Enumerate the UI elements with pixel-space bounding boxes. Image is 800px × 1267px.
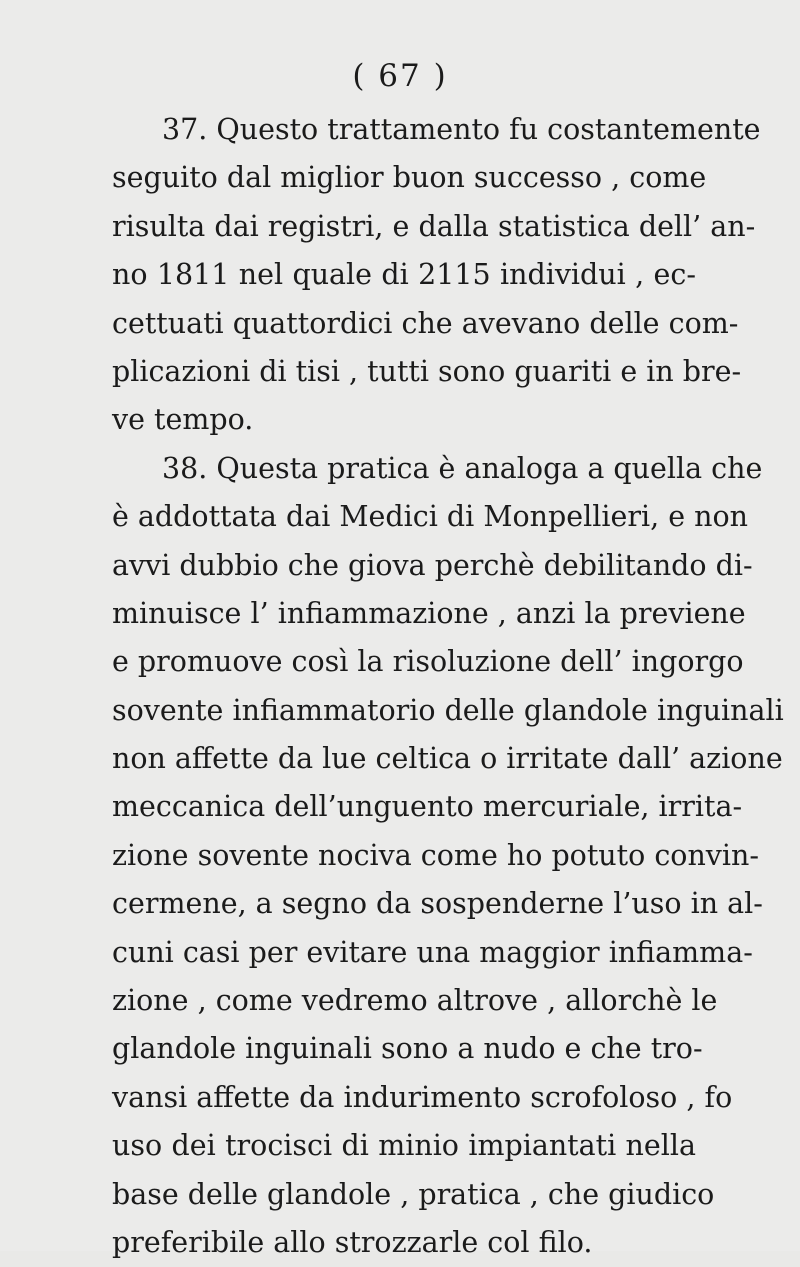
page-number: ( 67 ): [352, 58, 448, 94]
text-line: cuni casi per evitare una maggior infiamma-: [112, 935, 753, 969]
text-line: cettuati quattordici che avevano delle com-: [112, 306, 739, 340]
paragraph-37: [112, 106, 761, 445]
text-line: ve tempo.: [112, 403, 254, 437]
text-line: base delle glandole , pratica , che giudico: [112, 1177, 715, 1211]
text-line: zione sovente nociva come ho potuto convin-: [112, 838, 759, 872]
text-line: 37. Questo trattamento fu costantemente: [162, 113, 761, 146]
paragraph-38: [112, 445, 784, 1267]
text-line: avvi dubbio che giova perchè debilitando di-: [112, 548, 753, 582]
text-line: preferibile allo strozzarle col filo.: [112, 1225, 593, 1259]
body-text: [112, 106, 784, 1267]
text-line: vansi affette da indurimento scrofoloso , fo: [112, 1080, 733, 1114]
text-line: meccanica dell’unguento mercuriale, irrita-: [112, 790, 743, 824]
text-line: 38. Questa pratica è analoga a quella che: [162, 451, 763, 485]
text-line: cermene, a segno da sospenderne l’uso in al-: [112, 887, 763, 921]
text-line: seguito dal miglior buon successo , come: [112, 161, 707, 195]
text-line: sovente infiammatorio delle glandole inguinali: [112, 693, 784, 727]
text-line: e promuove così la risoluzione dell’ ingorgo: [112, 645, 744, 679]
text-line: minuisce l’ infiammazione , anzi la previene: [112, 596, 746, 630]
text-line: non affette da lue celtica o irritate dall’ azione: [112, 742, 783, 776]
text-line: plicazioni di tisi , tutti sono guariti e in bre-: [112, 354, 742, 388]
text-line: è addottata dai Medici di Monpellieri, e non: [112, 500, 749, 534]
text-line: uso dei trocisci di minio impiantati nella: [112, 1129, 696, 1163]
text-line: glandole inguinali sono a nudo e che tro-: [112, 1032, 703, 1066]
text-line: no 1811 nel quale di 2115 individui , ec-: [112, 258, 696, 292]
text-line: risulta dai registri, e dalla statistica dell’ an-: [112, 209, 756, 243]
text-line: zione , come vedremo altrove , allorchè le: [112, 984, 718, 1018]
